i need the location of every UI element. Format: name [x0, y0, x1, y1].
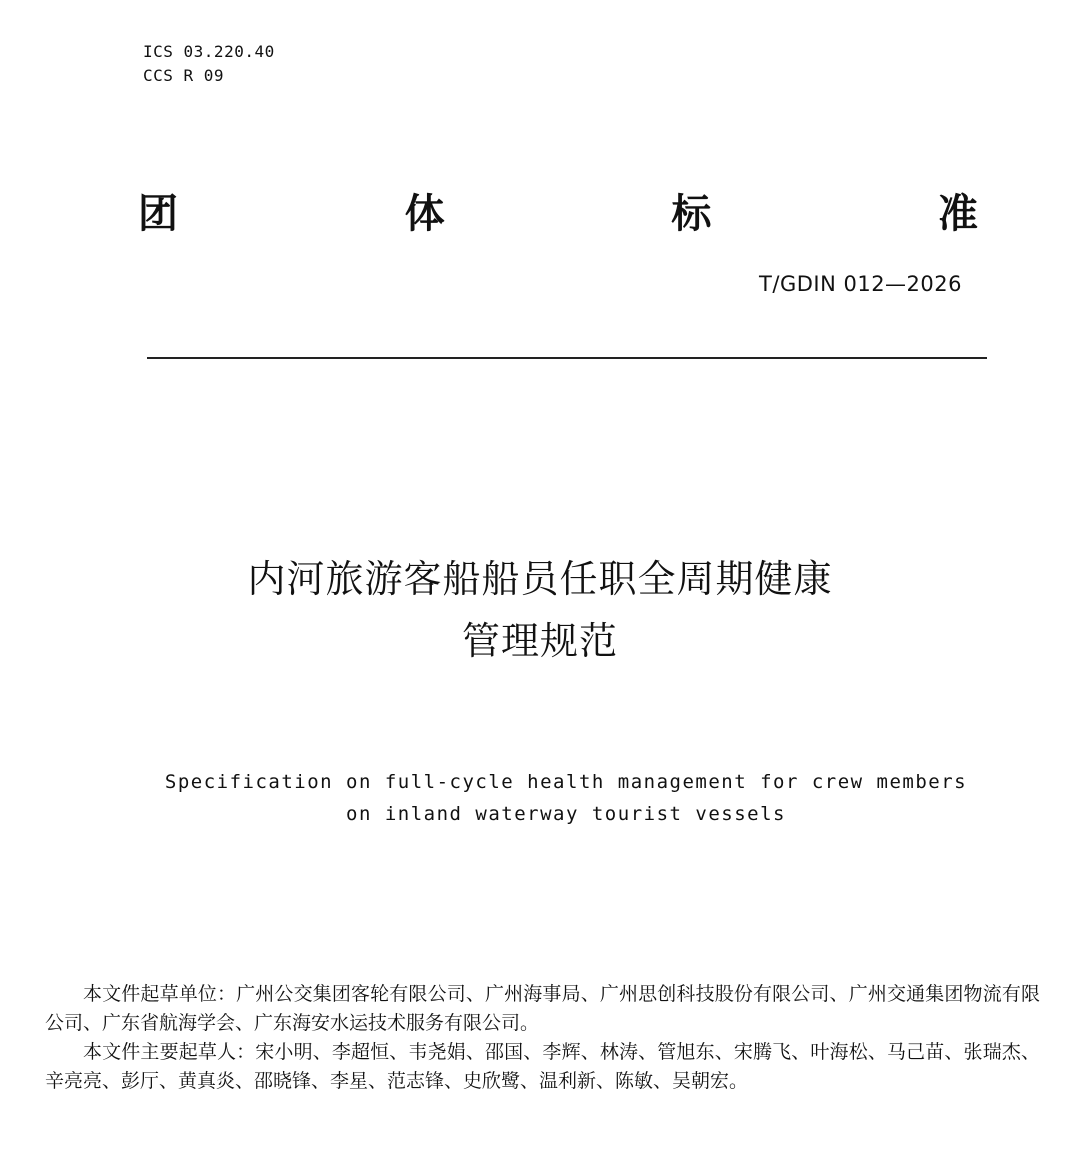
drafting-units: 本文件起草单位：广州公交集团客轮有限公司、广州海事局、广州思创科技股份有限公司、广州交通集团物流有限公司、广东省航海学会、广东海安水运技术服务有限公司。	[45, 983, 1040, 1034]
drafting-info	[45, 980, 1040, 1096]
ccs-code: CCS R 09	[143, 66, 225, 85]
classification-codes	[143, 40, 275, 88]
ics-code: ICS 03.220.40	[143, 42, 275, 61]
heading-char-1: 团	[138, 191, 178, 237]
drafting-people: 本文件主要起草人：宋小明、李超恒、韦尧娟、邵国、李辉、林涛、管旭东、宋腾飞、叶海松、马己苗、张瑞杰、辛亮亮、彭厅、黄真炎、邵晓锋、李星、范志锋、史欣鹭、温利新、陈敏、吴朝宏。	[45, 1041, 1040, 1092]
english-title	[0, 766, 1080, 830]
header-divider	[147, 357, 987, 359]
english-title-line-2: on inland waterway tourist vessels	[346, 803, 786, 825]
chinese-title-line-1: 内河旅游客船船员任职全周期健康	[247, 557, 833, 601]
chinese-title	[0, 548, 1080, 672]
heading-char-3: 标	[671, 191, 712, 237]
heading-char-4: 准	[937, 191, 978, 237]
heading-char-2: 体	[404, 191, 445, 237]
chinese-title-line-2: 管理规范	[461, 619, 618, 663]
standard-type-heading	[138, 188, 978, 240]
english-title-line-1: Specification on full-cycle health management for crew members	[164, 771, 968, 793]
standard-number: T/GDIN 012—2026	[759, 272, 962, 296]
